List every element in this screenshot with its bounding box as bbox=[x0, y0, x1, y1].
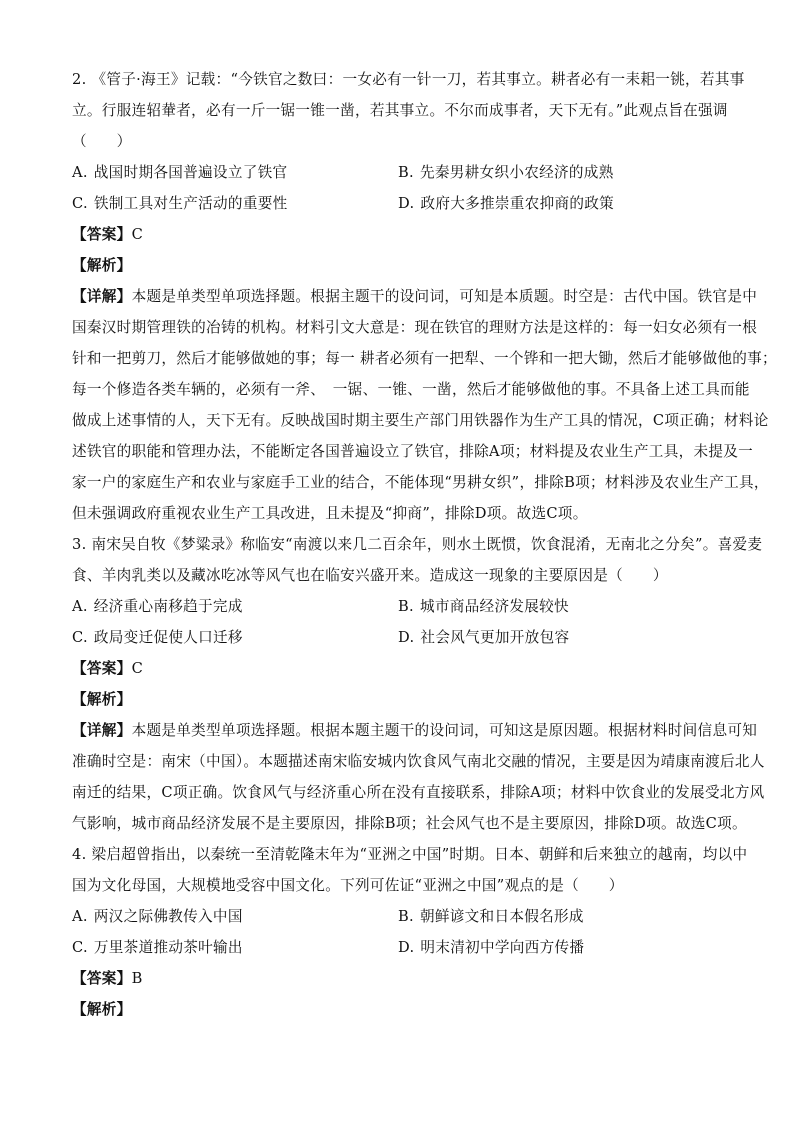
analysis-tag: 【解析】 bbox=[72, 257, 132, 274]
option-b: B. 先秦男耕女织小农经济的成熟 bbox=[398, 164, 614, 181]
detail-line: 【详解】本题是单类型单项选择题。根据主题干的设问词，可知是本质题。时空是：古代中国。铁官是中 bbox=[72, 288, 758, 305]
answer-value: C bbox=[131, 226, 144, 243]
option-d: D. 明末清初中学向西方传播 bbox=[398, 939, 585, 956]
detail-line: 每一个修造各类车辆的，必须有一斧、 一锯、一锥、一凿，然后才能够做他的事。不具备上述工具而能 bbox=[72, 381, 750, 398]
detail-line: 南迁的结果，C项正确。饮食风气与经济重心所在没有直接联系，排除A项；材料中饮食业的发展受北方风 bbox=[72, 784, 765, 801]
detail-line: 做成上述事情的人，天下无有。反映战国时期主要生产部门用铁器作为生产工具的情况，C项正确；材料论 bbox=[72, 412, 769, 429]
answer-line bbox=[72, 653, 732, 684]
analysis-line bbox=[72, 684, 732, 715]
answer-line bbox=[72, 219, 732, 250]
option-a: A. 经济重心南移趋于完成 bbox=[72, 598, 243, 615]
question-stem-line: 食、羊肉乳类以及藏冰吃冰等风气也在临安兴盛开来。造成这一现象的主要原因是（ ） bbox=[72, 567, 668, 584]
question-stem-line: 3. 南宋吴自牧《梦粱录》称临安“南渡以来几二百余年，则水土既惯，饮食混淆，无南北之分矣”。喜爱麦 bbox=[72, 536, 763, 553]
detail-tag: 【详解】 bbox=[72, 288, 132, 305]
option-d: D. 社会风气更加开放包容 bbox=[398, 629, 570, 646]
detail-line: 针和一把剪刀，然后才能够做她的事；每一 耕者必须有一把犁、一个铧和一把大锄，然后才能够做他的事； bbox=[72, 350, 777, 367]
answer-tag: 【答案】 bbox=[72, 970, 132, 987]
question-stem-line: 国为文化母国，大规模地受容中国文化。下列可佐证“亚洲之中国”观点的是（ ） bbox=[72, 877, 624, 894]
options-row bbox=[72, 901, 732, 932]
answer-tag: 【答案】 bbox=[72, 226, 132, 243]
answer-tag: 【答案】 bbox=[72, 660, 132, 677]
options-row bbox=[72, 932, 732, 963]
question-2 bbox=[72, 64, 777, 529]
options-row bbox=[72, 157, 732, 188]
question-stem-line: 2. 《管子·海王》记载：“今铁官之数曰：一女必有一针一刀，若其事立。耕者必有一耒耜一铫，若其事 bbox=[72, 71, 745, 88]
question-stem-line: 4. 梁启超曾指出，以秦统一至清乾隆末年为“亚洲之中国”时期。日本、朝鲜和后来独立的越南，均以中 bbox=[72, 846, 748, 863]
option-a: A. 两汉之际佛教传入中国 bbox=[72, 908, 243, 925]
analysis-line bbox=[72, 250, 732, 281]
analysis-tag: 【解析】 bbox=[72, 1001, 132, 1018]
detail-line: 【详解】本题是单类型单项选择题。根据本题主题干的设问词，可知这是原因题。根据材料时间信息可知 bbox=[72, 722, 758, 739]
options-row bbox=[72, 188, 732, 219]
options-row bbox=[72, 622, 732, 653]
analysis-line bbox=[72, 994, 732, 1025]
answer-value: C bbox=[131, 660, 144, 677]
option-c: C. 万里茶道推动茶叶输出 bbox=[72, 939, 243, 956]
options-row bbox=[72, 591, 732, 622]
option-b: B. 朝鲜谚文和日本假名形成 bbox=[398, 908, 584, 925]
option-a: A. 战国时期各国普遍设立了铁官 bbox=[72, 164, 288, 181]
option-b: B. 城市商品经济发展较快 bbox=[398, 598, 569, 615]
option-c: C. 政局变迁促使人口迁移 bbox=[72, 629, 243, 646]
detail-tag: 【详解】 bbox=[72, 722, 132, 739]
analysis-tag: 【解析】 bbox=[72, 691, 132, 708]
option-d: D. 政府大多推崇重农抑商的政策 bbox=[398, 195, 615, 212]
detail-line: 家一户的家庭生产和农业与家庭手工业的结合，不能体现“男耕女织”，排除B项；材料涉及农业生产工具， bbox=[72, 474, 769, 491]
question-4 bbox=[72, 839, 748, 1025]
detail-line: 国秦汉时期管理铁的冶铸的机构。材料引文大意是：现在铁官的理财方法是这样的：每一妇女必须有一根 bbox=[72, 319, 758, 336]
answer-line bbox=[72, 963, 732, 994]
detail-line: 准确时空是：南宋（中国）。本题描述南宋临安城内饮食风气南北交融的情况，主要是因为靖康南渡后北人 bbox=[72, 753, 765, 770]
detail-line: 但未强调政府重视农业生产工具改进，且未提及“抑商”，排除D项。故选C项。 bbox=[72, 505, 588, 522]
question-stem-line: 立。行服连轺輂者，必有一斤一锯一锥一凿，若其事立。不尔而成事者，天下无有。”此观点旨在强调 bbox=[72, 102, 728, 119]
answer-blank: （ ） bbox=[72, 133, 132, 150]
option-c: C. 铁制工具对生产活动的重要性 bbox=[72, 195, 288, 212]
question-3 bbox=[72, 529, 765, 839]
detail-line: 述铁官的职能和管理办法，不能断定各国普遍设立了铁官，排除A项；材料提及农业生产工具，未提及一 bbox=[72, 443, 754, 460]
detail-line: 气影响，城市商品经济发展不是主要原因，排除B项；社会风气也不是主要原因，排除D项。故选C项。 bbox=[72, 815, 747, 832]
answer-value: B bbox=[131, 970, 143, 987]
document-body bbox=[72, 64, 777, 1025]
